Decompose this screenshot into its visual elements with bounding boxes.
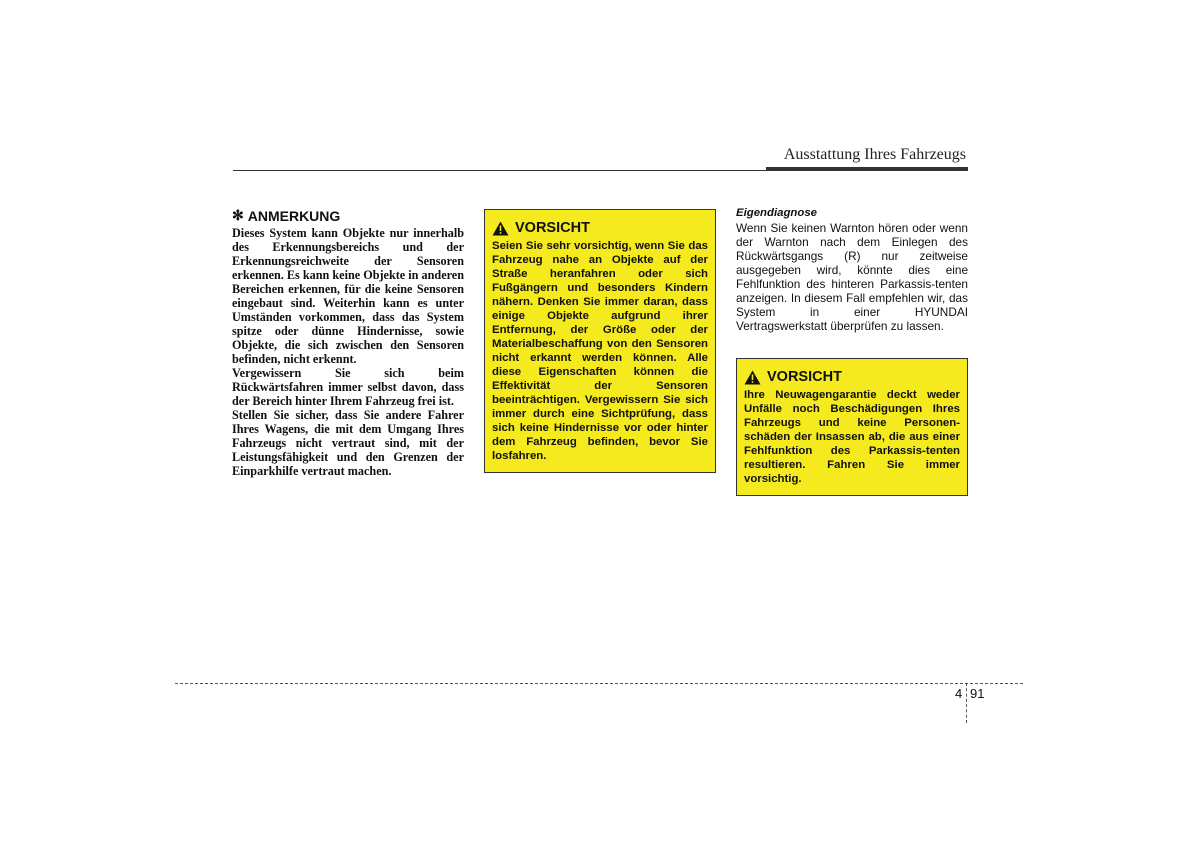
- note-heading: [232, 207, 464, 224]
- warning-triangle-icon: [744, 370, 761, 385]
- note-body: [232, 226, 464, 478]
- caution-text: Seien Sie sehr vorsichtig, wenn Sie das Fahrzeug nahe an Objekte auf der Straße heranfahren oder sich Fußgängern und besonders Kindern nähern. Denken Sie immer daran, dass einige Objekte aufgrund ihrer Entfernung, der Größe oder der Materialbeschaffung von den Sensoren nicht erkannt werden können. Alle diese Eigenschaften können die Effektivität der Sensoren beeinträchtigen. Vergewissern Sie sich immer durch eine Sichtprüfung, dass sich keine Hindernisse vor oder hinter dem Fahrzeug befinden, bevor Sie losfahren.: [492, 240, 708, 462]
- footer-divider: [966, 683, 967, 723]
- note-paragraph: Dieses System kann Objekte nur innerhalb des Erkennungsbereichs und der Erkennungsreichweite der Sensoren erkennen. Es kann keine Objekte in anderen Bereichen erkennen, für die keine Sensoren eingebaut sind. Weiterhin kann es unter Umständen vorkommen, dass das System spitze oder dünne Hindernisse, sowie Objekte, die sich zwischen den Sensoren befinden, nicht erkennt.: [232, 226, 464, 366]
- note-heading-label: ANMERKUNG: [247, 207, 341, 224]
- note-paragraph: Stellen Sie sicher, dass Sie andere Fahrer Ihres Wagens, die mit dem Umgang Ihres Fahrzeugs nicht vertraut sind, mit der Leistungsfähigkeit und den Grenzen der Einparkhilfe vertraut machen.: [232, 408, 464, 478]
- self-diagnosis-heading: Eigendiagnose: [736, 207, 818, 219]
- asterisk-note-icon: ✻: [232, 207, 244, 223]
- note-section: [232, 207, 464, 478]
- self-diagnosis-text: Wenn Sie keinen Warnton hören oder wenn der Warnton nach dem Einlegen des Rückwärtsgangs (R) nur zeitweise ausgegeben wird, könnte dies eine Fehlfunktion des hinteren Parkassis-tenten anzeigen. In diesem Fall empfehlen wir, das System in einer HYUNDAI Vertragswerkstatt überprüfen zu lassen.: [736, 221, 968, 333]
- header-rule-accent: [766, 167, 968, 171]
- caution-title: [492, 220, 708, 236]
- caution-text: Ihre Neuwagengarantie deckt weder Unfälle noch Beschädigungen Ihres Fahrzeugs und keine Personen-schäden der Insassen ab, die aus einer Fehlfunktion des Parkassis-tenten resultieren. Fahren Sie immer vorsichtig.: [744, 389, 960, 485]
- caution-box-warranty: [736, 358, 968, 496]
- self-diagnosis-section: [736, 207, 968, 333]
- warning-triangle-icon: [492, 221, 509, 236]
- caution-box-sensors: [484, 209, 716, 473]
- caution-title-label: VORSICHT: [515, 220, 590, 236]
- page-header-title: Ausstattung Ihres Fahrzeugs: [783, 146, 966, 163]
- footer-rule: [175, 683, 1023, 684]
- caution-title-label: VORSICHT: [767, 369, 842, 385]
- note-paragraph: Vergewissern Sie sich beim Rückwärtsfahren immer selbst davon, dass der Bereich hinter Ihrem Fahrzeug frei ist.: [232, 366, 464, 408]
- page-number: 91: [970, 686, 985, 701]
- chapter-number: 4: [955, 686, 963, 701]
- caution-title: [744, 369, 960, 385]
